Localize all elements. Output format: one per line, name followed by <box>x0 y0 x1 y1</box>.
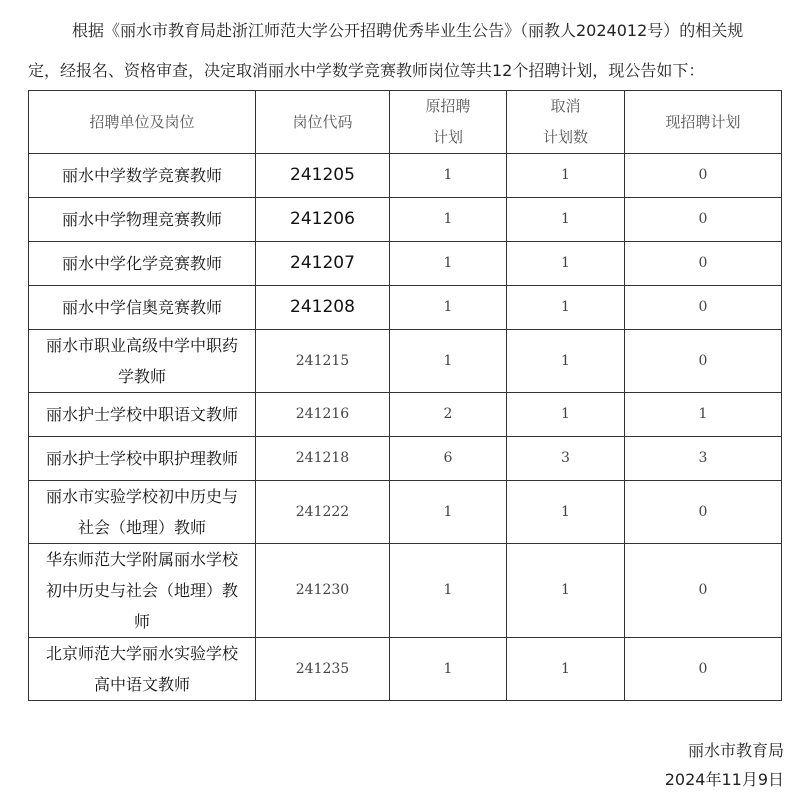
table-row <box>29 638 782 701</box>
header-cancelled: 取消 计划数 <box>507 91 625 154</box>
cell-current: 0 <box>625 286 782 330</box>
cell-cancelled: 1 <box>507 481 625 544</box>
header-current: 现招聘计划 <box>625 91 782 154</box>
cell-cancelled: 3 <box>507 437 625 481</box>
cell-original: 6 <box>390 437 507 481</box>
cell-code: 241206 <box>256 198 390 242</box>
table-row <box>29 544 782 638</box>
cell-original: 1 <box>390 544 507 638</box>
cell-cancelled: 1 <box>507 198 625 242</box>
cell-unit: 丽水市职业高级中学中职药 学教师 <box>29 330 256 393</box>
cell-unit: 丽水市实验学校初中历史与 社会（地理）教师 <box>29 481 256 544</box>
cell-cancelled: 1 <box>507 638 625 701</box>
table-header-row <box>29 91 782 154</box>
cell-original: 2 <box>390 393 507 437</box>
cell-cancelled: 1 <box>507 154 625 198</box>
cell-cancelled: 1 <box>507 544 625 638</box>
table-row <box>29 330 782 393</box>
cell-code: 241207 <box>256 242 390 286</box>
header-original: 原招聘 计划 <box>390 91 507 154</box>
table-row <box>29 481 782 544</box>
cell-unit: 丽水护士学校中职语文教师 <box>29 393 256 437</box>
cell-unit: 丽水中学物理竞赛教师 <box>29 198 256 242</box>
cell-code: 241216 <box>256 393 390 437</box>
cell-cancelled: 1 <box>507 286 625 330</box>
table-row <box>29 286 782 330</box>
signature-date: 2024年11月9日 <box>664 770 784 789</box>
cell-current: 0 <box>625 154 782 198</box>
table-row <box>29 393 782 437</box>
cell-unit: 丽水中学信奥竞赛教师 <box>29 286 256 330</box>
cell-current: 0 <box>625 198 782 242</box>
cell-cancelled: 1 <box>507 242 625 286</box>
cell-code: 241235 <box>256 638 390 701</box>
cell-cancelled: 1 <box>507 393 625 437</box>
cell-code: 241205 <box>256 154 390 198</box>
cell-original: 1 <box>390 481 507 544</box>
cell-original: 1 <box>390 286 507 330</box>
table-row <box>29 198 782 242</box>
recruitment-table <box>28 90 782 701</box>
cell-code: 241218 <box>256 437 390 481</box>
cell-original: 1 <box>390 198 507 242</box>
cell-unit: 北京师范大学丽水实验学校 高中语文教师 <box>29 638 256 701</box>
header-code: 岗位代码 <box>256 91 390 154</box>
signature-org: 丽水市教育局 <box>687 741 784 760</box>
cell-code: 241230 <box>256 544 390 638</box>
intro-line-2: 定，经报名、资格审查，决定取消丽水中学数学竞赛教师岗位等共12个招聘计划，现公告如下： <box>28 61 705 80</box>
cell-code: 241208 <box>256 286 390 330</box>
cell-original: 1 <box>390 154 507 198</box>
cell-unit: 丽水护士学校中职护理教师 <box>29 437 256 481</box>
cell-current: 3 <box>625 437 782 481</box>
cell-original: 1 <box>390 330 507 393</box>
cell-unit: 华东师范大学附属丽水学校 初中历史与社会（地理）教 师 <box>29 544 256 638</box>
cell-current: 0 <box>625 330 782 393</box>
cell-code: 241215 <box>256 330 390 393</box>
cell-current: 0 <box>625 481 782 544</box>
table-row <box>29 437 782 481</box>
cell-current: 0 <box>625 638 782 701</box>
cell-current: 0 <box>625 242 782 286</box>
cell-unit: 丽水中学数学竞赛教师 <box>29 154 256 198</box>
cell-unit: 丽水中学化学竞赛教师 <box>29 242 256 286</box>
cell-original: 1 <box>390 638 507 701</box>
header-unit: 招聘单位及岗位 <box>29 91 256 154</box>
table-row <box>29 154 782 198</box>
cell-original: 1 <box>390 242 507 286</box>
cell-current: 0 <box>625 544 782 638</box>
cell-cancelled: 1 <box>507 330 625 393</box>
intro-line-1: 根据《丽水市教育局赴浙江师范大学公开招聘优秀毕业生公告》（丽教人2024012号）的相关规 <box>72 21 744 40</box>
table-row <box>29 242 782 286</box>
cell-current: 1 <box>625 393 782 437</box>
cell-code: 241222 <box>256 481 390 544</box>
